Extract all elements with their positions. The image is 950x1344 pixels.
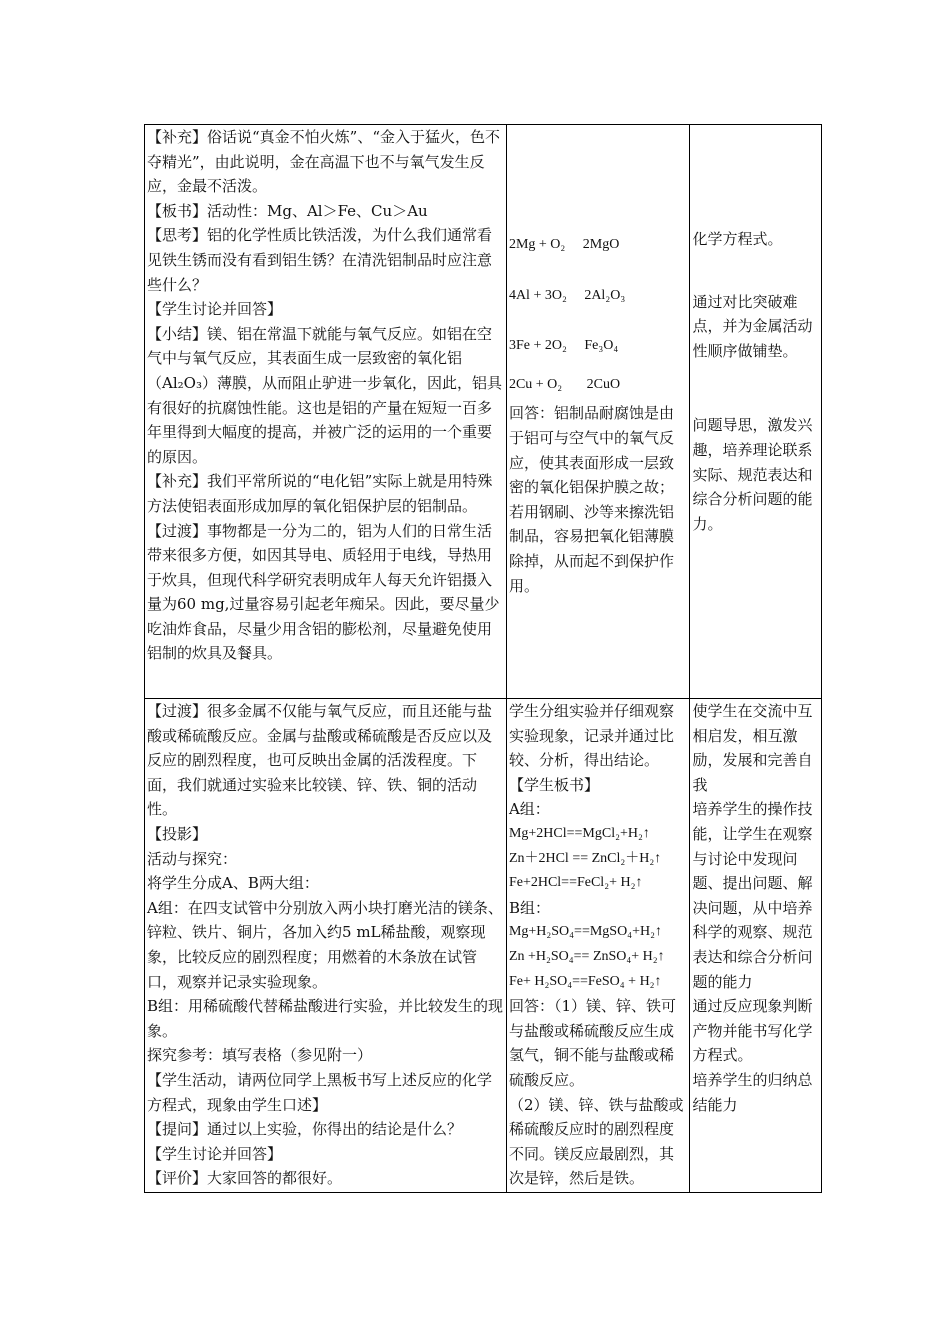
- intent-inquiry: 问题导思，激发兴趣，培养理论联系实际、规范表达和综合分析问题的能力。: [692, 416, 813, 533]
- group-a-paragraph: A组：在四支试管中分别放入两小块打磨光洁的镁条、锌粒、铁片、铜片，各加入约5 mL稀盐酸，观察现象，比较反应的剧烈程度；用燃着的木条放在试管口，观察并记录实验现象。: [147, 898, 503, 991]
- equation-mg: 2Mg + O₂ 2MgO: [508, 237, 620, 252]
- intent-contrast: 通过对比突破难点，并为金属活动性顺序做铺垫。: [692, 292, 813, 360]
- table-row: [145, 125, 822, 699]
- design-intent-cell: [690, 125, 822, 699]
- reference-line: 探究参考：填写表格（参见附一）: [147, 1046, 373, 1065]
- supplement-paragraph-2: 【补充】我们平常所说的“电化铝”实际上就是用特殊方法使铝表面形成加厚的氧化铝保护层的铝制品。: [147, 472, 493, 515]
- student-answer: 回答：铝制品耐腐蚀是由于铝可与空气中的氧气反应，使其表面形成一层致密的氧化铝保护膜之故；若用钢刷、沙等来擦洗铝制品，容易把氧化铝薄膜除掉，从而起不到保护作用。: [508, 404, 674, 595]
- transition-paragraph: 【过渡】很多金属不仅能与氧气反应，而且还能与盐酸或稀硫酸反应。金属与盐酸或稀硫酸是否反应以及反应的剧烈程度，也可反映出金属的活泼程度。下面，我们就通过实验来比较镁、锌、铁、铜的活动性。: [147, 702, 493, 819]
- experiment-paragraph: 学生分组实验并仔细观察实验现象，记录并通过比较、分析，得出结论。: [508, 702, 674, 770]
- group-b-label: B组：: [508, 898, 550, 917]
- intent-communication: 使学生在交流中互相启发，相互激励，发展和完善自我: [692, 702, 813, 794]
- grouping-line: 将学生分成A、B两大组：: [147, 874, 319, 893]
- group-a-label: A组：: [508, 800, 550, 819]
- discussion-line: 【学生讨论并回答】: [147, 1144, 283, 1163]
- transition-paragraph: 【过渡】事物都是一分为二的，铝为人们的日常生活带来很多方便，如因其导电、质轻用于电线，导热用于炊具，但现代科学研究表明成年人每天允许铝摄入量为60 mg,过量容易引起老年痴呆。因此，要尽量少吃油炸食品，尽量少用含铝的膨松剂，尽量避免使用铝制的炊具及餐具。: [147, 521, 500, 663]
- intent-equation: 化学方程式。: [692, 230, 783, 248]
- answer-2: （2）镁、锌、铁与盐酸或稀硫酸反应时的剧烈程度不同。镁反应最剧烈，其次是锌，然后是铁。: [508, 1095, 684, 1188]
- student-activity-cell: [506, 125, 690, 699]
- lesson-plan-table: [144, 124, 822, 1193]
- equation-zn-h2so4: Zn +H₂SO₄== ZnSO₄+ H₂↑: [508, 948, 665, 964]
- teacher-activity-cell: [145, 125, 507, 699]
- teacher-activity-cell: [145, 699, 507, 1193]
- question-line: 【提问】通过以上实验，你得出的结论是什么？: [147, 1120, 463, 1139]
- board-heading: 【学生板书】: [508, 775, 599, 794]
- design-intent-cell: [690, 699, 822, 1193]
- blackboard-paragraph: 【板书】活动性：Mg、Al＞Fe、Cu＞Au: [147, 201, 428, 220]
- equation-cu: 2Cu + O₂ 2CuO: [508, 376, 621, 392]
- summary-paragraph: 【小结】镁、铝在常温下就能与氧气反应。如铝在空气中与氧气反应，其表面生成一层致密的氧化铝（Al₂O₃）薄膜，从而阻止驴进一步氧化，因此，铝具有很好的抗腐蚀性能。这也是铝的产量在短短一百多年里得到大幅度的提高，并被广泛的运用的一个重要的原因。: [147, 324, 502, 466]
- equation-zn-hcl: Zn＋2HCl == ZnCl₂＋H₂↑: [508, 850, 662, 866]
- equation-al: 4Al + 3O₂ 2Al₂O₃: [508, 287, 626, 303]
- answer-1: 回答：（1）镁、锌、铁可与盐酸或稀硫酸反应生成氢气，铜不能与盐酸或稀硫酸反应。: [508, 997, 676, 1089]
- equation-fe: 3Fe + 2O₂ Fe₃O₄: [508, 338, 619, 354]
- group-b-paragraph: B组：用稀硫酸代替稀盐酸进行实验，并比较发生的现象。: [147, 997, 504, 1040]
- equation-fe-hcl: Fe+2HCl==FeCl₂+ H₂↑: [508, 875, 643, 891]
- equation-fe-h2so4: Fe+ H₂SO₄==FeSO₄ + H₂↑: [508, 973, 662, 989]
- evaluation-line: 【评价】大家回答的都很好。: [147, 1169, 343, 1188]
- intent-skills: 培养学生的操作技能，让学生在观察与讨论中发现问题、提出问题、解决问题，从中培养科学的观察、规范表达和综合分析问题的能力: [692, 800, 813, 991]
- student-activity-paragraph: 【学生活动，请两位同学上黑板书写上述反应的化学方程式，现象由学生口述】: [147, 1070, 493, 1114]
- intent-summary: 培养学生的归纳总结能力: [692, 1070, 813, 1114]
- projection-heading: 【投影】: [147, 824, 208, 843]
- table-row: [145, 699, 822, 1193]
- discussion-paragraph: 【学生讨论并回答】: [147, 300, 283, 319]
- equation-mg-h2so4: Mg+H₂SO₄==MgSO₄+H₂↑: [508, 924, 662, 940]
- student-activity-cell: [506, 699, 690, 1193]
- intent-products: 通过反应现象判断产物并能书写化学方程式。: [692, 997, 813, 1065]
- equation-mg-hcl: Mg+2HCl==MgCl₂+H₂↑: [508, 825, 650, 841]
- supplement-paragraph: 【补充】俗话说“真金不怕火炼”、“金入于猛火，色不夺精光”，由此说明，金在高温下也不与氧气发生反应，金最不活泼。: [147, 128, 501, 196]
- thinking-paragraph: 【思考】铝的化学性质比铁活泼，为什么我们通常看见铁生锈而没有看到铝生锈？在清洗铝制品时应注意些什么？: [147, 226, 493, 294]
- activity-heading: 活动与探究：: [147, 849, 238, 868]
